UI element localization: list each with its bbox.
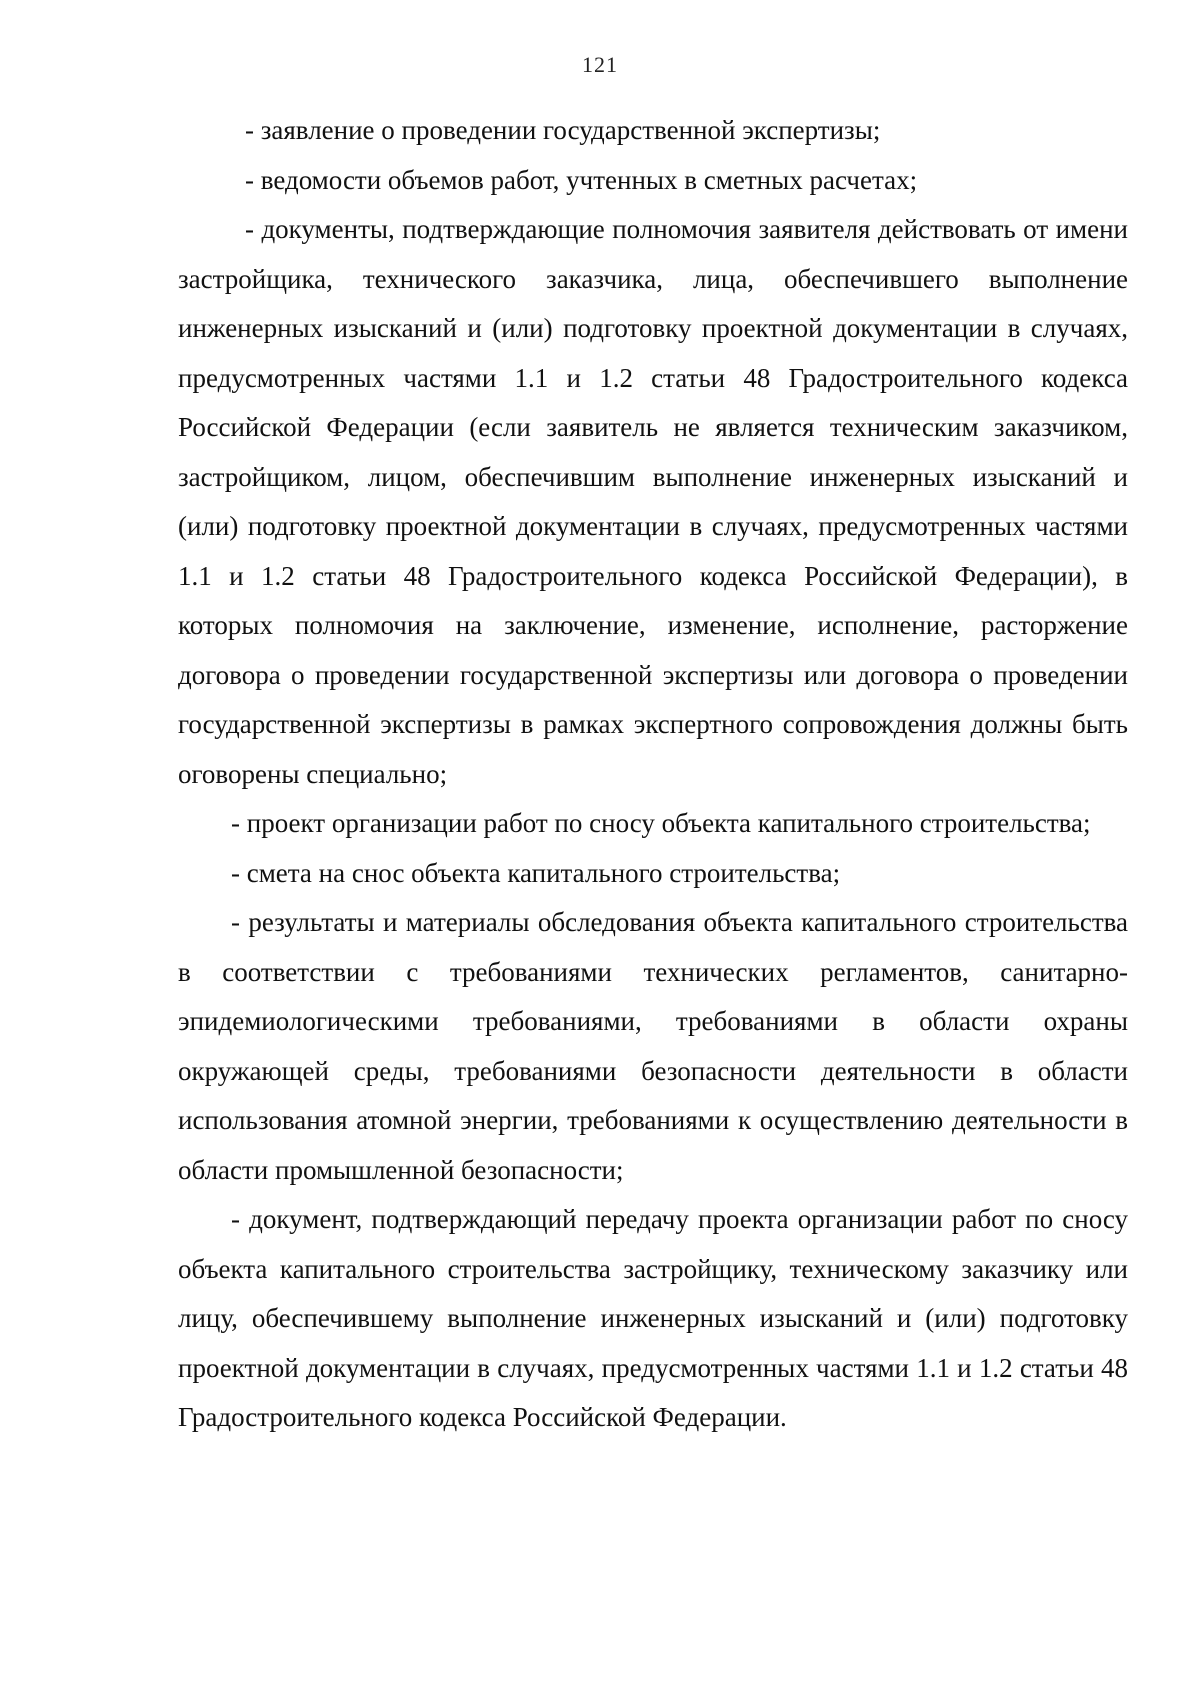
list-item-transfer-document: - документ, подтверждающий передачу проекта организации работ по сносу объекта капитального строительства застройщику, техническому заказчику или лицу, обеспечившему выполнение инженерных изысканий и (или) подготовку проектной документации в случаях, предусмотренных частями 1.1 и 1.2 статьи 48 Градостроительного кодекса Российской Федерации. <box>178 1204 1128 1432</box>
list-item-application: - заявление о проведении государственной экспертизы; <box>245 115 881 145</box>
list-item-survey-results: - результаты и материалы обследования объекта капитального строительства в соответствии с требованиями технических регламентов, санитарно-эпидемиологическими требованиями, требованиями в области охраны окружающей среды, требованиями безопасности деятельности в области использования атомной энергии, требованиями к осуществлению деятельности в области промышленной безопасности; <box>178 907 1128 1185</box>
list-item-demolition-estimate: - смета на снос объекта капитального строительства; <box>231 857 841 888</box>
list-item-work-volumes: - ведомости объемов работ, учтенных в сметных расчетах; <box>245 164 918 195</box>
list-item-demolition-project: - проект организации работ по сносу объекта капитального строительства; <box>231 808 1091 838</box>
list-item-authority-documents: - документы, подтверждающие полномочия заявителя действовать от имени застройщика, технического заказчика, лица, обеспечившего выполнение инженерных изысканий и (или) подготовку проектной документации в случаях, предусмотренных частями 1.1 и 1.2 статьи 48 Градостроительного кодекса Российской Федерации (если заявитель не является техническим заказчиком, застройщиком, лицом, обеспечившим выполнение инженерных изысканий и (или) подготовку проектной документации в случаях, предусмотренных частями 1.1 и 1.2 статьи 48 Градостроительного кодекса Российской Федерации), в которых полномочия на заключение, изменение, исполнение, расторжение договора о проведении государственной экспертизы или договора о проведении государственной экспертизы в рамках экспертного сопровождения должны быть оговорены специально; <box>178 214 1128 789</box>
page-number: 121 <box>582 52 618 77</box>
document-body <box>178 106 1128 1443</box>
